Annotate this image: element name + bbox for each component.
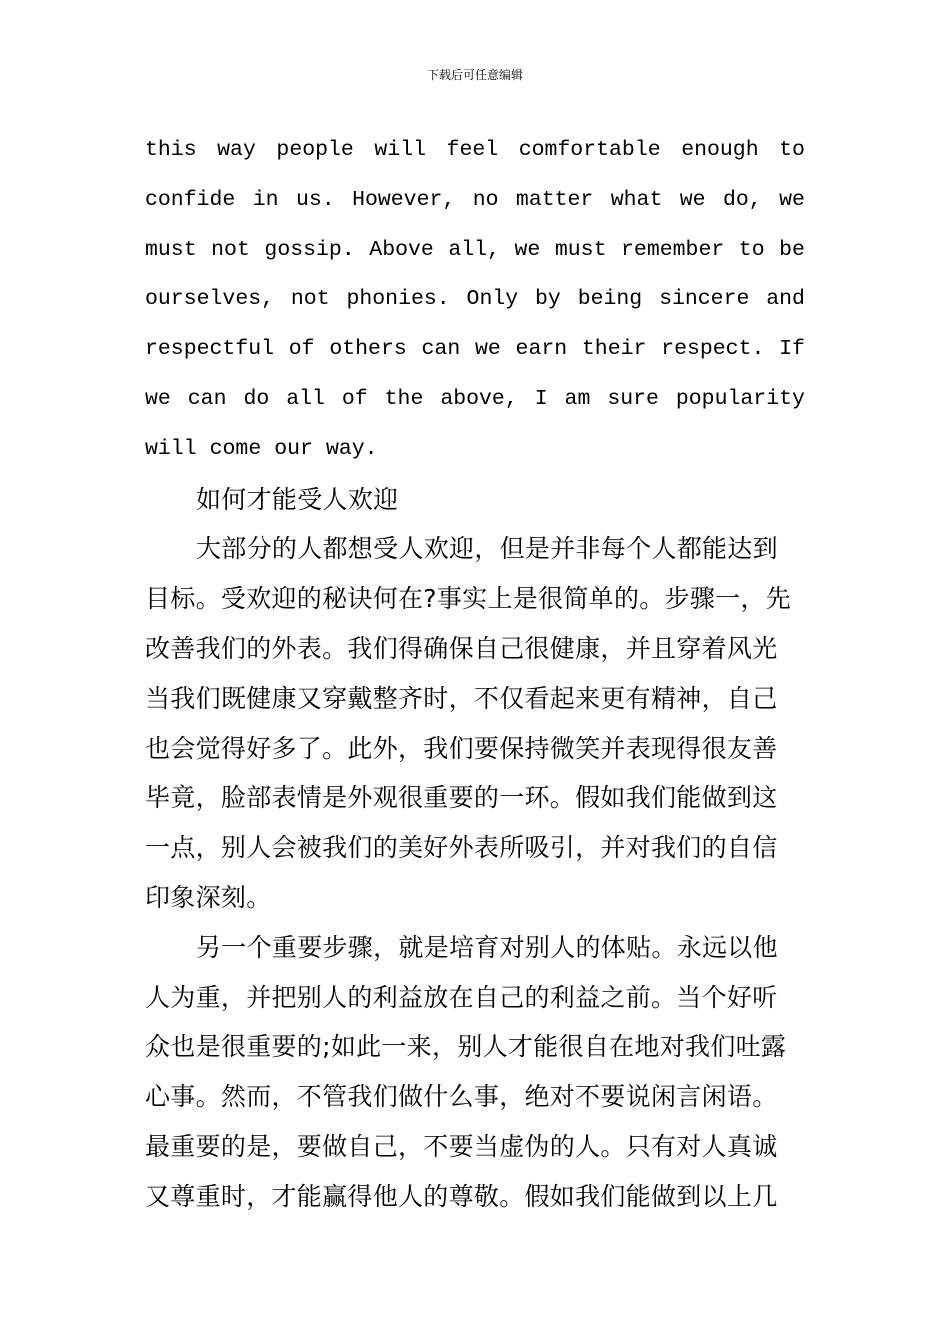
chinese-text-line: 众也是很重要的;如此一来，别人才能很自在地对我们吐露 [145,1032,787,1062]
chinese-paragraph-1 [145,524,805,922]
word: popularity [675,386,805,411]
word: we [145,386,171,411]
word: above, [440,386,518,411]
word: we [514,237,541,262]
english-text-line [145,325,805,375]
word: gossip. [264,237,355,262]
word: being [577,287,643,312]
english-text-line [145,126,805,176]
word: all, [448,237,500,262]
word: all [286,386,325,411]
chinese-paragraph-2 [145,923,805,1222]
word: of [341,386,368,411]
chinese-text-line: 人为重，并把别人的利益放在自己的利益之前。当个好听 [145,982,778,1012]
word: confide [145,187,236,212]
word: sincere [659,287,750,312]
word: we [474,337,501,362]
chinese-text-line: 大部分的人都想受人欢迎，但是并非每个人都能达到 [196,534,778,564]
page-header-note: 下载后可任意编辑 [426,68,523,82]
word: will [145,436,197,461]
chinese-text-line: 一点，别人会被我们的美好外表所吸引，并对我们的自信 [145,833,778,863]
word: the [384,386,424,411]
word: to [738,237,765,262]
word: enough [681,138,759,162]
chinese-text-line: 也会觉得好多了。此外，我们要保持微笑并表现得很友善 [145,733,778,763]
english-paragraph [145,126,805,475]
word: feel [446,138,499,162]
word: must [145,237,197,262]
english-text-line [145,425,805,475]
word: people [276,138,354,162]
word: matter [515,187,594,212]
chinese-text-line: 印象深刻。 [145,882,272,912]
chinese-text-line: 最重要的是，要做自己，不要当虚伪的人。只有对人真诚 [145,1131,778,1161]
chinese-text-line: 另一个重要步骤，就是培育对别人的体贴。永远以他 [196,932,778,962]
word: respectful [145,337,275,362]
word: sure [607,386,659,411]
chinese-text-line: 目标。受欢迎的秘诀何在?事实上是很简单的。步骤一，先 [145,584,792,614]
word: we [779,187,805,212]
word: respect. [661,337,765,362]
word: do [243,386,270,411]
word: However, [352,187,456,212]
word: not [211,237,250,262]
word: of [288,337,315,362]
chinese-text-line: 毕竟，脸部表情是外观很重要的一环。假如我们能做到这 [145,783,778,813]
word: can [187,386,227,411]
chinese-text-line: 又尊重时，才能赢得他人的尊敬。假如我们能做到以上几 [145,1181,778,1211]
word: to [779,138,805,162]
word: come [209,436,262,461]
word: am [564,386,591,411]
word: ourselves, [145,287,275,312]
word: Above [369,237,434,262]
english-text-line [145,375,805,425]
word: If [779,337,805,362]
word: earn [515,337,568,362]
word: not [290,287,330,312]
english-text-line [145,275,805,325]
chinese-text-line: 当我们既健康又穿戴整齐时，不仅看起来更有精神，自己 [145,683,778,713]
document-body [145,126,805,1222]
word: comfortable [518,138,661,162]
chinese-text-line: 心事。然而，不管我们做什么事，绝对不要说闲言闲语。 [145,1082,778,1112]
word: remember [621,237,725,262]
word: others [329,337,407,362]
word: I [534,386,548,411]
word: we [679,187,706,212]
word: phonies. [346,287,450,312]
english-text-line [145,176,805,226]
english-text-line [145,226,805,276]
word: no [472,187,499,212]
chinese-text-line: 改善我们的外表。我们得确保自己很健康，并且穿着风光 [145,633,778,663]
word: and [766,287,805,312]
word: in [252,187,279,212]
word: will [374,138,426,162]
word: way. [325,436,378,461]
word: by [535,287,561,312]
word: must [554,237,607,262]
word: be [779,237,805,262]
word: their [581,337,647,362]
word: do, [722,187,762,212]
chinese-title: 如何才能受人欢迎 [196,484,399,514]
word: Only [466,287,519,312]
word: what [610,187,663,212]
word: way [217,138,256,162]
word: can [421,337,461,362]
word: this [145,138,197,162]
word: our [274,436,313,461]
word: us. [295,187,335,212]
